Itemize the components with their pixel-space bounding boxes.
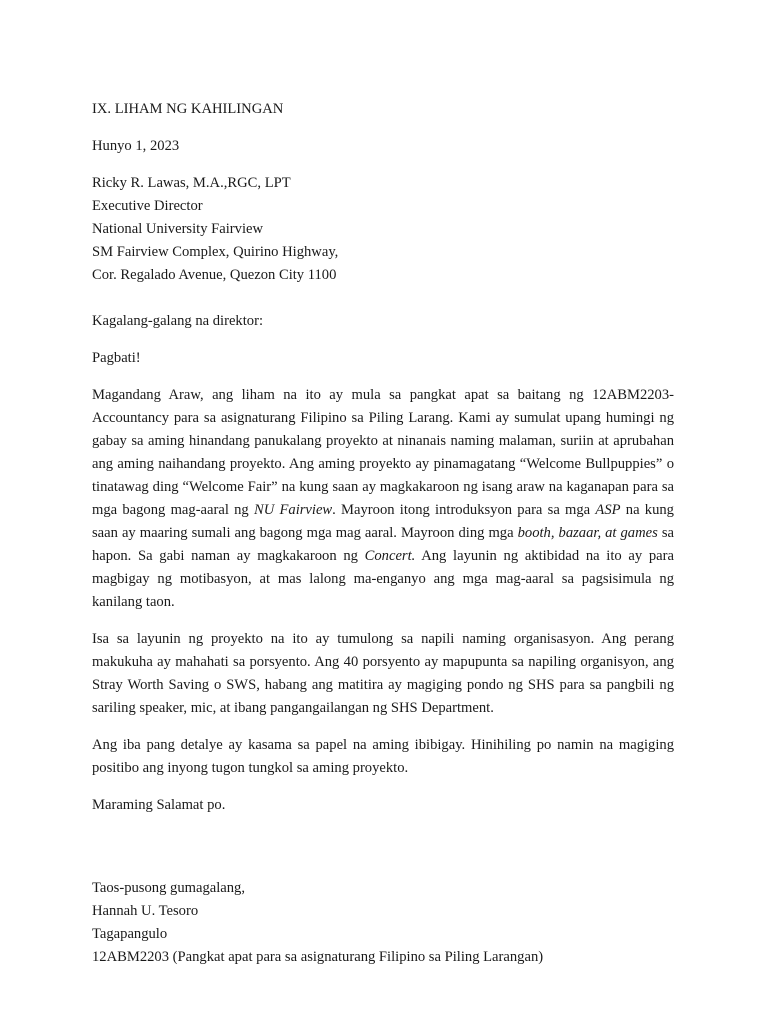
sender-name: Hannah U. Tesoro xyxy=(92,903,199,919)
body-paragraph-2: Isa sa layunin ng proyekto na ito ay tumulong sa napili naming organisasyon. Ang perang makukuha ay mahahati sa porsyento. Ang 40 porsyento ay mapupunta sa napiling organisyon, ang Stray Worth Saving o SWS, habang ang matitira ay magiging pondo ng SHS para sa pangbili ng sariling speaker, mic, at ibang pangangailangan ng SHS Department. xyxy=(92,631,674,716)
body-paragraph-1 xyxy=(92,384,674,614)
recipient-address-line2: Cor. Regalado Avenue, Quezon City 1100 xyxy=(92,267,337,283)
body1-text-4: sa hapon. Sa gabi naman ay magkakaroon ng xyxy=(92,525,674,564)
closing: Taos-pusong gumagalang, xyxy=(92,880,245,896)
recipient-position: Executive Director xyxy=(92,198,203,214)
letter-heading: IX. LIHAM NG KAHILINGAN xyxy=(92,101,284,117)
body1-text-5: Ang layunin ng aktibidad na ito ay para magbigay ng motibasyon, at mas lalong ma-enganyo ang mga mag-aaral sa pagsisimula ng kanilang taon. xyxy=(92,548,674,610)
letter-date: Hunyo 1, 2023 xyxy=(92,138,180,154)
recipient-block xyxy=(92,172,674,287)
thanks-line: Maraming Salamat po. xyxy=(92,797,226,813)
body1-emphasis-nu-fairview: NU Fairview xyxy=(253,502,333,518)
body1-emphasis-asp: ASP xyxy=(595,502,621,518)
recipient-institution: National University Fairview xyxy=(92,221,264,237)
sender-group: 12ABM2203 (Pangkat apat para sa asignaturang Filipino sa Piling Larangan) xyxy=(92,949,544,965)
greeting: Pagbati! xyxy=(92,350,141,366)
body1-emphasis-concert: Concert. xyxy=(364,548,416,564)
letter-page xyxy=(92,98,674,969)
body1-emphasis-booth: booth, bazaar, at games xyxy=(517,525,658,541)
body-paragraph-3: Ang iba pang detalye ay kasama sa papel na aming ibibigay. Hinihiling po namin na magiging positibo ang inyong tugon tungkol sa aming proyekto. xyxy=(92,737,674,776)
sender-title: Tagapangulo xyxy=(92,926,168,942)
body1-text-3: na kung saan ay maaring sumali ang bagong mga mag aaral. Mayroon ding mga xyxy=(92,502,674,541)
body1-text-2: . Mayroon itong introduksyon para sa mga xyxy=(332,502,596,518)
body1-text-1: Magandang Araw, ang liham na ito ay mula sa pangkat apat sa baitang ng 12ABM2203- Accountancy para sa asignaturang Filipino sa Piling Larang. Kami ay sumulat upang humingi ng gabay sa aming hinandang panukalang proyekto at ninanais naming malaman, suriin at aprubahan ang aming naihandang proyekto. Ang aming proyekto ay pinamagatang “Welcome Bullpuppies” o tinatawag ding “Welcome Fair” na kung saan ay magkakaroon ng isang araw na kaganapan para sa mga bagong mag-aaral ng xyxy=(92,387,674,518)
recipient-address-line1: SM Fairview Complex, Quirino Highway, xyxy=(92,244,339,260)
signature-block xyxy=(92,877,674,969)
salutation: Kagalang-galang na direktor: xyxy=(92,313,263,329)
recipient-name: Ricky R. Lawas, M.A.,RGC, LPT xyxy=(92,175,291,191)
